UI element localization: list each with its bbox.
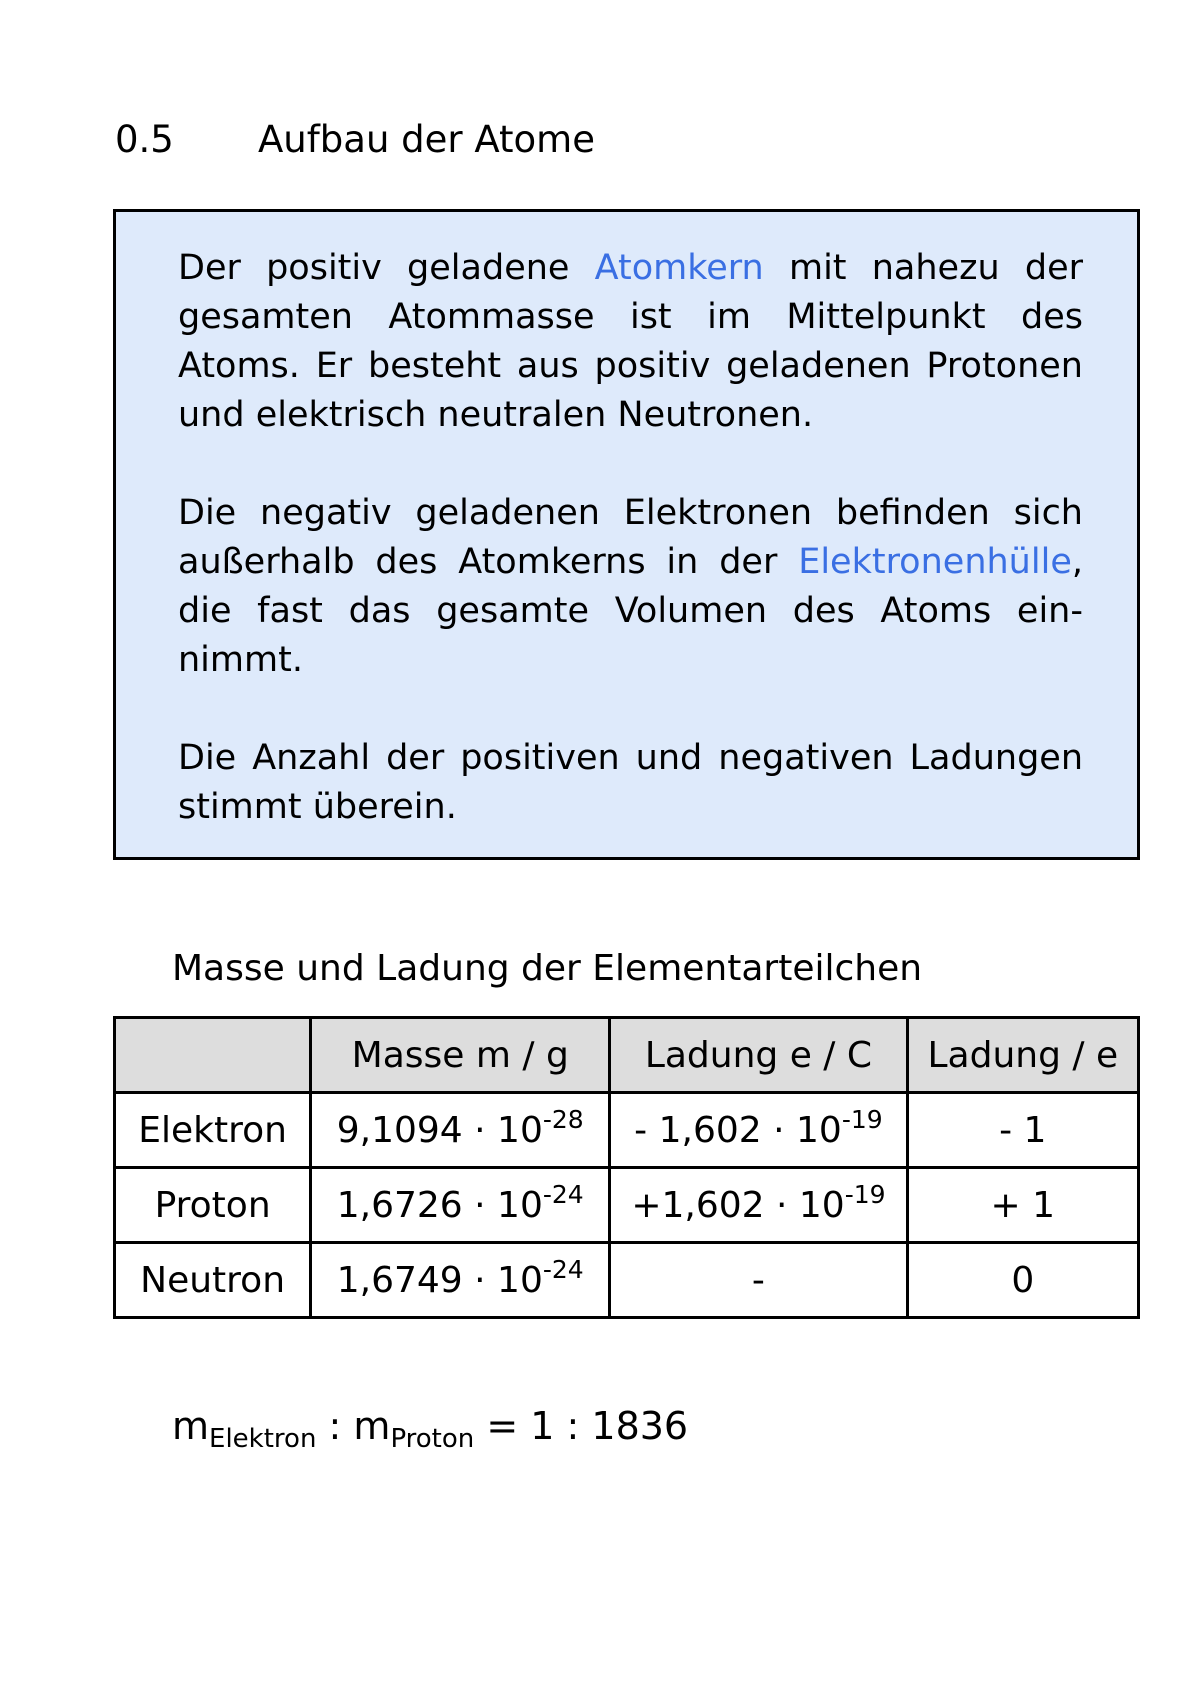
table-row: [115, 1168, 1139, 1243]
particle-charge-elementary: + 1: [907, 1168, 1138, 1243]
term-elektronenhuelle: Elektronenhülle: [798, 542, 1072, 582]
info-text: , die fast das gesamte Volumen des Atoms ein-nimmt.: [178, 542, 1083, 680]
particle-mass: $1,6726 \cdot 10^{-24}$: [311, 1168, 610, 1243]
particle-mass: $9,1094 \cdot 10^{-28}$: [311, 1093, 610, 1168]
header-cell-charge-elementary: Ladung / e: [907, 1018, 1138, 1093]
info-text: Die negativ geladenen Elektronen befinden sich außerhalb des Atomkerns in der: [178, 493, 1083, 582]
section-number: 0.5: [115, 118, 174, 161]
section-heading: [115, 114, 595, 166]
particles-table: [113, 1016, 1140, 1319]
info-box: [113, 209, 1140, 860]
info-text: mit nahezu der gesamten Atommasse ist im Mittelpunkt des Atoms. Er besteht aus positiv geladenen Protonen und elektrisch neutralen Neutronen.: [178, 248, 1083, 435]
table-header-row: [115, 1018, 1139, 1093]
info-paragraph-charges: Die Anzahl der positiven und negativen Ladungen stimmt überein.: [178, 738, 1083, 827]
particle-charge-coulomb: - $1,602 \cdot 10^{-19}$: [610, 1093, 907, 1168]
particle-name: Proton: [115, 1168, 311, 1243]
term-atomkern: Atomkern: [594, 248, 764, 288]
table-row: [115, 1243, 1139, 1318]
table-caption: Masse und Ladung der Elementarteilchen: [172, 948, 923, 989]
info-text: Der positiv geladene: [178, 248, 595, 288]
section-title: Aufbau der Atome: [258, 118, 595, 161]
particle-name: Neutron: [115, 1243, 311, 1318]
particle-charge-coulomb: $+1,602 \cdot 10^{-19}$: [610, 1168, 907, 1243]
particle-mass: $1,6749 \cdot 10^{-24}$: [311, 1243, 610, 1318]
header-cell-mass: Masse m / g: [311, 1018, 610, 1093]
particle-charge-elementary: 0: [907, 1243, 1138, 1318]
particle-charge-elementary: - 1: [907, 1093, 1138, 1168]
particle-charge-coulomb: -: [610, 1243, 907, 1318]
particle-name: Elektron: [115, 1093, 311, 1168]
header-cell-charge-coulomb: Ladung e / C: [610, 1018, 907, 1093]
header-cell-empty: [115, 1018, 311, 1093]
mass-ratio: $m_{Elektron}$ : $m_{Proton} = 1$ : 1836: [172, 1404, 689, 1454]
table-row: [115, 1093, 1139, 1168]
info-paragraph-nucleus: [178, 244, 1083, 440]
info-paragraph-electrons: [178, 489, 1083, 685]
